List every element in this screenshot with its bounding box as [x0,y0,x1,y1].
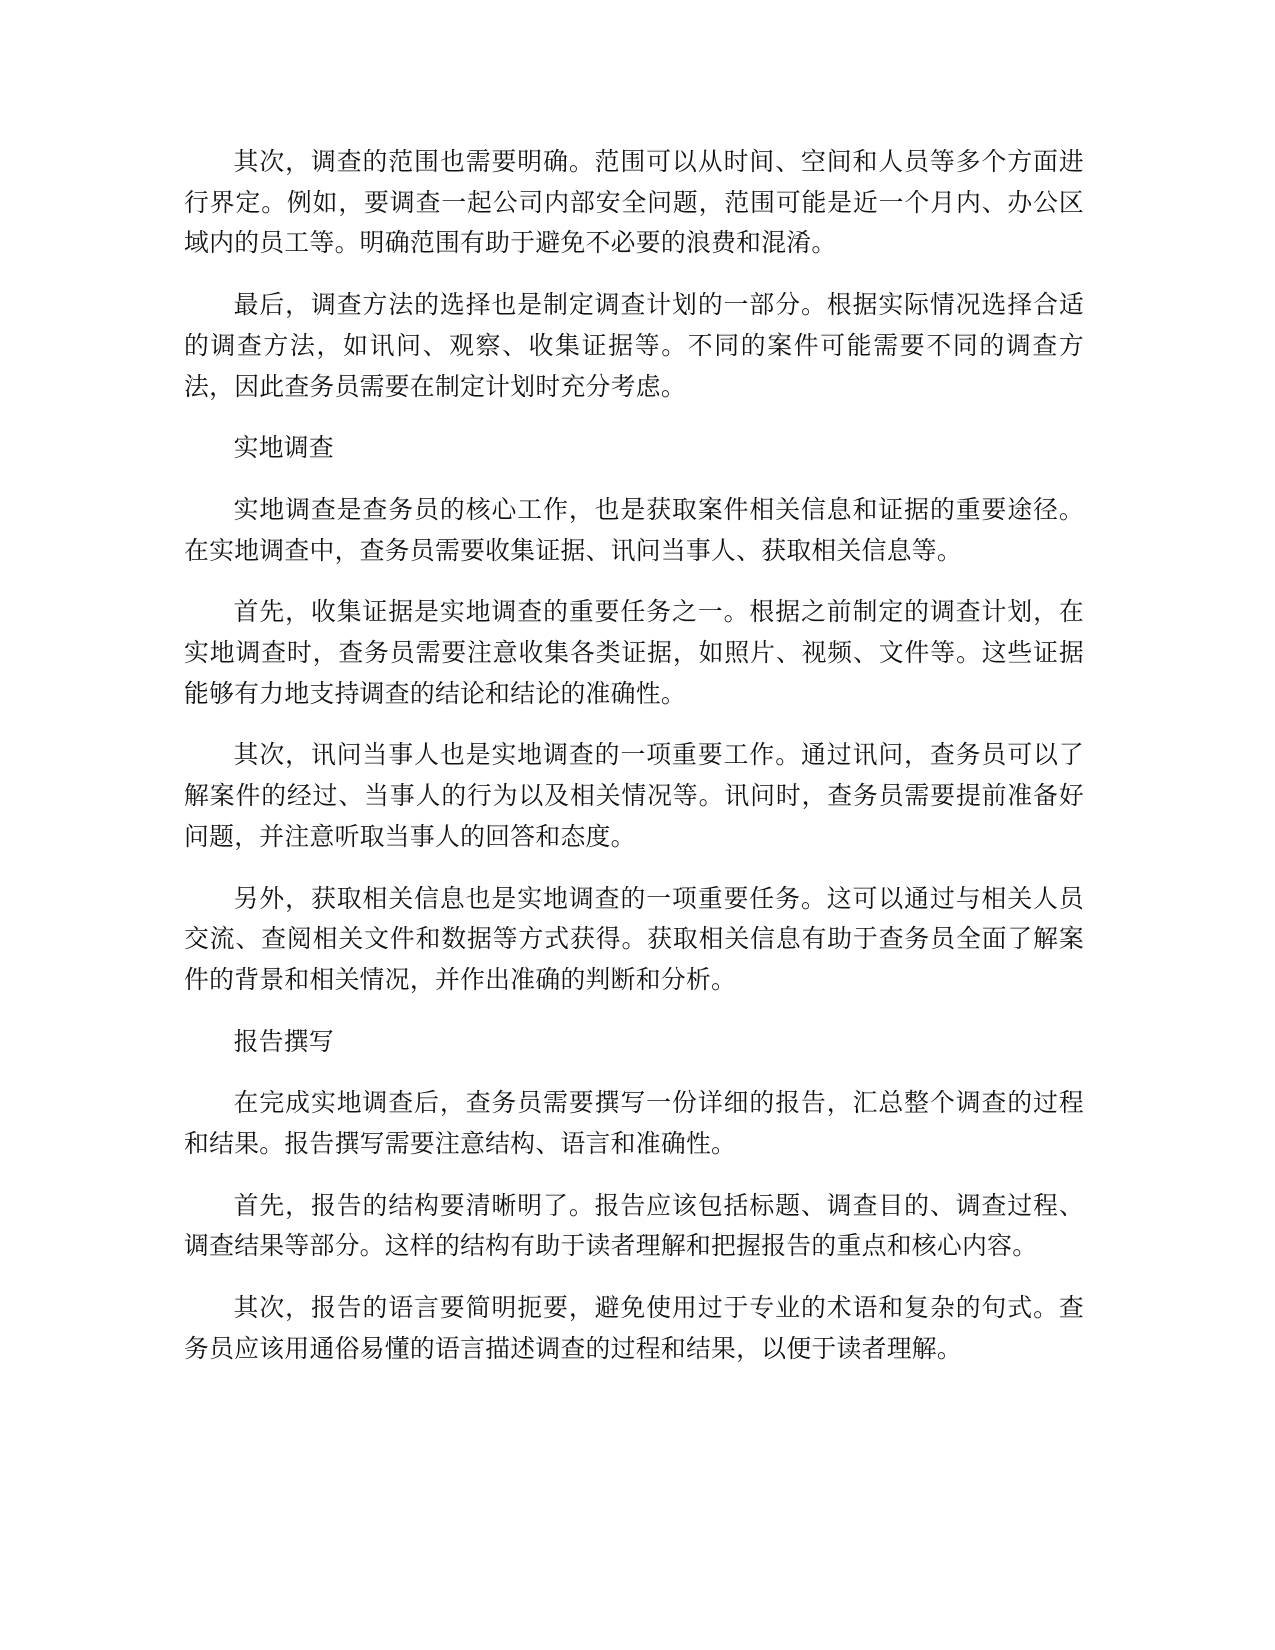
paragraph-field-intro: 实地调查是查务员的核心工作，也是获取案件相关信息和证据的重要途径。在实地调查中，查务员需要收集证据、讯问当事人、获取相关信息等。 [184,494,1084,565]
section-heading-report-writing: 报告撰写 [233,1026,334,1056]
paragraph-report-intro: 在完成实地调查后，查务员需要撰写一份详细的报告，汇总整个调查的过程和结果。报告撰写需要注意结构、语言和准确性。 [184,1088,1084,1159]
section-heading-field-investigation: 实地调查 [233,433,334,463]
paragraph-scope: 其次，调查的范围也需要明确。范围可以从时间、空间和人员等多个方面进行界定。例如，要调查一起公司内部安全问题，范围可能是近一个月内、办公区域内的员工等。明确范围有助于避免不必要的浪费和混淆。 [184,147,1084,258]
document-body [184,142,1084,1370]
paragraph-report-language: 其次，报告的语言要简明扼要，避免使用过于专业的术语和复杂的句式。查务员应该用通俗易懂的语言描述调查的过程和结果，以便于读者理解。 [184,1293,1084,1363]
paragraph-report-structure: 首先，报告的结构要清晰明了。报告应该包括标题、调查目的、调查过程、调查结果等部分。这样的结构有助于读者理解和把握报告的重点和核心内容。 [184,1190,1084,1261]
paragraph-interrogation: 其次，讯问当事人也是实地调查的一项重要工作。通过讯问，查务员可以了解案件的经过、当事人的行为以及相关情况等。讯问时，查务员需要提前准备好问题，并注意听取当事人的回答和态度。 [184,740,1084,851]
paragraph-evidence: 首先，收集证据是实地调查的重要任务之一。根据之前制定的调查计划，在实地调查时，查务员需要注意收集各类证据，如照片、视频、文件等。这些证据能够有力地支持调查的结论和结论的准确性。 [184,597,1084,708]
paragraph-information: 另外，获取相关信息也是实地调查的一项重要任务。这可以通过与相关人员交流、查阅相关文件和数据等方式获得。获取相关信息有助于查务员全面了解案件的背景和相关情况，并作出准确的判断和分析。 [184,883,1084,994]
paragraph-method: 最后，调查方法的选择也是制定调查计划的一部分。根据实际情况选择合适的调查方法，如讯问、观察、收集证据等。不同的案件可能需要不同的调查方法，因此查务员需要在制定计划时充分考虑。 [184,290,1084,401]
